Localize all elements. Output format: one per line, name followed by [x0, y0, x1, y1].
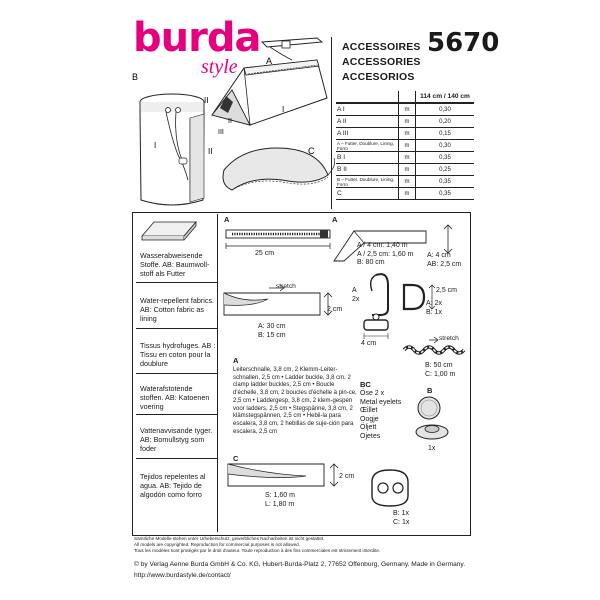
zipper-drawing	[224, 224, 334, 264]
fabric-type-nl: Waterafstotende stoffen. AB: Katoenen voering	[140, 384, 210, 411]
cord-stopper-drawing	[368, 468, 418, 508]
fabric-unit: m	[399, 188, 416, 200]
tape-width-ab: AB: 2,5 cm	[427, 260, 462, 268]
fabric-amount: 0,35	[416, 176, 475, 188]
logo-wordmark: burda	[133, 15, 261, 61]
cord-lengths	[425, 362, 455, 379]
tape-label: A	[332, 215, 338, 224]
fabric-amount: 0,15	[416, 128, 475, 140]
fabric-piece-label: C	[336, 188, 399, 200]
fabric-unit: m	[399, 176, 416, 188]
fabric-type-en: Water-repellent fabrics. AB: Cotton fabric as lining	[140, 296, 215, 323]
label-b: B	[132, 72, 139, 82]
label-a-ii: II	[204, 96, 209, 105]
fabric-amount: 0,35	[416, 188, 475, 200]
fabric-table	[336, 91, 474, 200]
tape-length-a25: A / 2,5 cm: 1,60 m	[357, 250, 414, 258]
eyelet-fr: Œillet	[360, 407, 378, 414]
label-a-iii: III	[218, 129, 224, 136]
fabric-table-row	[336, 188, 474, 200]
header-blank	[336, 91, 399, 103]
publisher-info	[134, 559, 474, 581]
eyelet-en: Metal eyelets	[360, 398, 402, 406]
divider	[136, 458, 217, 459]
divider	[136, 414, 217, 415]
tape-length-b: B: 80 cm	[357, 259, 385, 266]
tape-width-a: A: 4 cm	[427, 252, 451, 259]
tape-lengths	[357, 242, 413, 268]
buckle-description: Leiterschnalle, 3,8 cm, 2 Klemm-Leiter-schnallen, 2,5 cm • Ladder buckle, 3,8 cm, 2 clamp ladder buckles, 2,5 cm • Boucle d'échelle, 3,8 cm, 2 boucles d'échelle à pin-ce, 2,5 cm • Laddergesp, 3,8 cm, 2 klem-gespen voor ladders, 2,5 cm • Stegspänne, 3,8 cm, 2 klämstegspännen, 2,5 cm • Hebil-la para escalera, 3,8 cm, 2 hebillas de suje-ción para escalera, 2,5 cm	[233, 367, 357, 435]
fabric-piece-label: A I	[336, 103, 399, 116]
cord-length-c: C: 1,00 m	[425, 370, 456, 378]
elastic-length-b: B: 15 cm	[258, 331, 286, 339]
stretch-label: stretch	[276, 283, 296, 290]
divider	[136, 282, 217, 283]
twisted-cord-drawing	[404, 336, 474, 360]
fabric-table-row	[336, 176, 474, 188]
fabric-unit: m	[399, 152, 416, 164]
fabric-unit: m	[399, 103, 416, 116]
elastic-band-drawing	[224, 285, 334, 321]
fabric-piece-label: A – Futter, Doublure, Lining, Forro	[336, 140, 399, 152]
eyelet-nl: Oogje	[360, 415, 379, 423]
hook-qty-a: A	[352, 287, 357, 294]
bag-b-drawing	[140, 94, 204, 205]
cord-length-b: B: 50 cm	[425, 362, 453, 369]
fabric-types-column	[136, 214, 218, 532]
header-unit-blank	[399, 91, 416, 103]
fabric-piece-label: B – Futter, Doublure, Lining, Forro	[336, 176, 399, 188]
elastic-length-a: A: 30 cm	[258, 323, 286, 330]
title-en: ACCESSORIES	[342, 56, 421, 68]
title-es: ACCESORIOS	[342, 71, 415, 83]
button-qty: 1x	[428, 445, 436, 452]
label-a-i: I	[282, 105, 285, 114]
title-de: ACCESSOIRES	[342, 41, 421, 53]
copyright-en: All models are copyrighted. Reproduction for commercial purposes is not allowed.	[134, 542, 300, 547]
pattern-titles	[342, 40, 421, 85]
strap-width: 2 cm	[339, 473, 355, 480]
buckle-label: A	[233, 356, 239, 365]
tape-widths	[427, 252, 461, 269]
fabric-type-fr: Tissus hydrofuges. AB : Tissu en coton pour la doublure	[140, 341, 216, 368]
strap-length-l: L: 1,80 m	[265, 500, 295, 508]
fabric-amount: 0,25	[416, 164, 475, 176]
hook-width: 4 cm	[361, 340, 377, 347]
pattern-number: 5670	[427, 28, 500, 58]
fabric-type-es: Tejidos repelentes al agua. AB: Tejido de algodón como forro	[140, 472, 206, 499]
copyright-fr: Tous les modèles sont protégés par le droit d'auteur. Toute reproduction à des fins commerciales est strictement interdite.	[134, 548, 381, 553]
label-a-ii-2: II	[228, 118, 232, 125]
label-c: C	[308, 146, 315, 156]
eyelet-label: BC	[360, 380, 371, 389]
zip-length: 25 cm	[255, 250, 275, 257]
eyelet-sv: Öljett	[360, 424, 377, 431]
ring-qty	[426, 300, 442, 317]
fabric-type-de: Wasserabweisende Stoffe. AB: Baumwoll-stoff als Futter	[140, 251, 210, 278]
stopper-qty-b: B: 1x	[393, 510, 409, 517]
label-a: A	[266, 56, 273, 66]
ring-qty-b: B: 1x	[426, 308, 442, 316]
fabric-amount: 0,30	[416, 103, 475, 116]
zip-label: A	[224, 215, 230, 224]
bag-a-drawing	[212, 38, 327, 125]
fabric-piece-label: B II	[336, 164, 399, 176]
fabric-piece-label: A II	[336, 116, 399, 128]
strap-length-s: S: 1,60 m	[265, 492, 295, 499]
snap-button-drawing	[410, 395, 466, 447]
fabric-table-header	[336, 91, 474, 103]
stopper-qty-c: C: 1x	[393, 518, 410, 526]
fabric-amount: 0,30	[416, 140, 475, 152]
fabric-table-row	[336, 152, 474, 164]
fabric-unit: m	[399, 128, 416, 140]
divider	[136, 373, 217, 374]
eyelet-es: Ojetes	[360, 432, 381, 440]
strap-drawing	[226, 462, 348, 490]
eyelet-text	[360, 390, 401, 441]
copyright-de: Sämtliche Modelle stehen unter Urheberschutz, gewerbliches Nacharbeiten ist nicht gestattet.	[134, 536, 325, 541]
eyelet-de: Öse 2 x	[360, 390, 385, 397]
fabric-type-sv: Vattenavvisande tyger. AB: Bomullstyg som foder	[140, 426, 213, 453]
button-label: B	[427, 386, 433, 395]
fabric-unit: m	[399, 164, 416, 176]
elastic-lengths	[258, 323, 286, 340]
ring-qty-a: A: 2x	[426, 300, 442, 307]
fabric-unit: m	[399, 116, 416, 128]
strap-lengths	[265, 492, 295, 509]
logo-subtitle: style	[201, 56, 238, 78]
fabric-table-row	[336, 116, 474, 128]
fabric-table-row	[336, 103, 474, 116]
strap-label: C	[233, 454, 239, 463]
contact-link[interactable]: http://www.burdastyle.de/contact/	[134, 572, 231, 579]
copyright-notice	[134, 536, 474, 554]
publisher-address: © by Verlag Aenne Burda GmbH & Co. KG, Hubert-Burda-Platz 2, 77652 Offenburg, Germany. Made in Germany.	[134, 561, 466, 568]
fabric-piece-label: B I	[336, 152, 399, 164]
divider	[136, 328, 217, 329]
fabric-amount: 0,35	[416, 152, 475, 164]
hook-qty-count: 2x	[352, 295, 360, 303]
elastic-width: 2 cm	[327, 306, 343, 313]
fabric-table-row	[336, 164, 474, 176]
fabric-piece-label: A III	[336, 128, 399, 140]
product-illustrations	[132, 30, 332, 210]
label-b-ii: II	[208, 147, 213, 156]
fabric-table-row	[336, 140, 474, 152]
stopper-qty	[393, 510, 409, 527]
fabric-amount: 0,20	[416, 116, 475, 128]
fabric-swatch-icon	[140, 218, 200, 244]
saddle-c-drawing	[223, 148, 335, 190]
fabric-unit: m	[399, 140, 416, 152]
label-b-i: I	[154, 141, 157, 150]
fabric-table-row	[336, 128, 474, 140]
cord-stretch-label: stretch	[439, 335, 459, 342]
ring-width: 2,5 cm	[436, 287, 458, 294]
tape-length-a4: A / 4 cm: 1,40 m	[357, 242, 408, 249]
header-width: 114 cm / 140 cm	[416, 91, 475, 103]
